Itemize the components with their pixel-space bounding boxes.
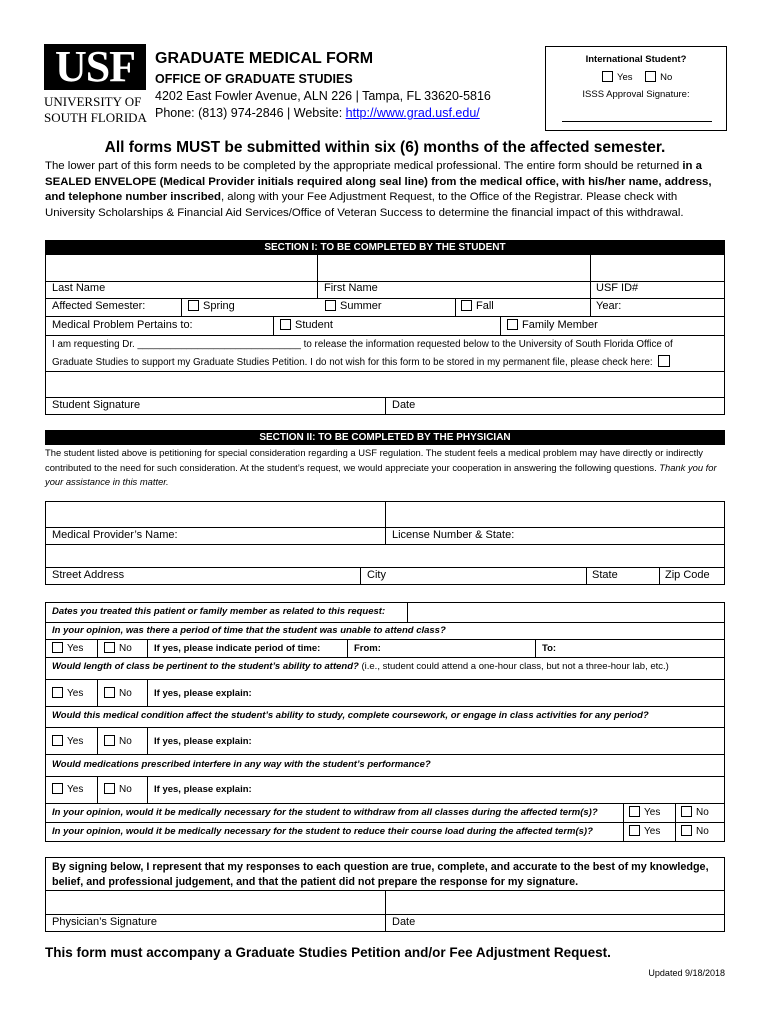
student-signature-field[interactable]: Student Signature [52, 399, 141, 411]
intl-no-checkbox[interactable] [645, 71, 656, 82]
q5-label: In your opinion, would it be medically necessary for the student to withdraw from all classes during the affected term(s)? [52, 807, 598, 818]
student-option[interactable] [280, 319, 333, 331]
intl-yes-checkbox[interactable] [602, 71, 613, 82]
do-not-store-checkbox[interactable] [658, 355, 670, 367]
q3-yes-option[interactable] [52, 735, 83, 747]
family-member-label: Family Member [522, 319, 598, 331]
intl-title: International Student? [585, 54, 687, 65]
affected-semester-label: Affected Semester: [52, 300, 146, 312]
family-member-option[interactable] [507, 319, 598, 331]
q1-to-field[interactable]: To: [542, 643, 557, 654]
q5-yes-checkbox[interactable] [629, 806, 640, 817]
q3-explain-field[interactable]: If yes, please explain: [154, 736, 252, 747]
street-address-field[interactable]: Street Address [52, 569, 125, 581]
q6-no-checkbox[interactable] [681, 825, 692, 836]
q1-no-label: No [119, 643, 132, 654]
q5-yes-option[interactable] [629, 806, 660, 818]
attestation-text: By signing below, I represent that my responses to each question are true, complete, and accurate to the best of my knowledge, belief, and professional judgement, and that the patient did not prepare the response for my signature. [52, 861, 709, 888]
q1-no-option[interactable] [104, 642, 132, 654]
q6-no-option[interactable] [681, 825, 709, 837]
usf-id-field[interactable]: USF ID# [596, 282, 639, 294]
form-title: GRADUATE MEDICAL FORM [155, 50, 374, 67]
license-field[interactable]: License Number & State: [392, 529, 515, 541]
q6-yes-label: Yes [644, 826, 661, 837]
section2-intro-text: The student listed above is petitioning for special consideration regarding a USF regulation. The student feels a medical problem may have directly or indirectly contributed to the need for such consideration. At the student’s request, we would appreciate your cooperation in answering the following questions. [45, 447, 703, 473]
q5-no-label: No [696, 807, 709, 818]
q2-no-checkbox[interactable] [104, 687, 115, 698]
q3-yes-label: Yes [67, 736, 84, 747]
q5-yes-label: Yes [644, 807, 661, 818]
fall-label: Fall [476, 300, 494, 312]
physician-date-field[interactable]: Date [392, 916, 416, 928]
q4-yes-label: Yes [67, 784, 84, 795]
q1-no-checkbox[interactable] [104, 642, 115, 653]
q4-no-label: No [119, 784, 132, 795]
isss-signature-line[interactable] [562, 121, 712, 122]
q5-no-checkbox[interactable] [681, 806, 692, 817]
intl-options [602, 71, 672, 83]
q3-no-label: No [119, 736, 132, 747]
request-line-2 [52, 355, 674, 368]
q4-yes-option[interactable] [52, 783, 83, 795]
website-link[interactable]: http://www.grad.usf.edu/ [345, 106, 480, 120]
student-checkbox[interactable] [280, 319, 291, 330]
office-name: OFFICE OF GRADUATE STUDIES [155, 72, 353, 86]
q2-explain-field[interactable]: If yes, please explain: [154, 688, 252, 699]
usf-logo-mark: USF [44, 44, 146, 90]
notice-title: All forms MUST be submitted within six (6) months of the affected semester. [104, 139, 666, 156]
provider-name-field[interactable]: Medical Provider’s Name: [52, 529, 178, 541]
intl-yes-label: Yes [617, 72, 633, 83]
office-contact [155, 106, 480, 120]
state-field[interactable]: State [592, 569, 618, 581]
usf-logo-line2: SOUTH FLORIDA [44, 110, 147, 125]
section2-header: SECTION II: TO BE COMPLETED BY THE PHYSICIAN [45, 430, 725, 445]
summer-checkbox[interactable] [325, 300, 336, 311]
intro-paragraph [45, 159, 727, 221]
q1-label: In your opinion, was there a period of time that the student was unable to attend class? [52, 625, 446, 636]
spring-option[interactable] [188, 300, 235, 312]
last-name-field[interactable]: Last Name [52, 282, 106, 294]
q3-no-option[interactable] [104, 735, 132, 747]
city-field[interactable]: City [367, 569, 386, 581]
q1-yes-checkbox[interactable] [52, 642, 63, 653]
q2-yes-option[interactable] [52, 687, 83, 699]
q4-explain-field[interactable]: If yes, please explain: [154, 784, 252, 795]
q6-label: In your opinion, would it be medically necessary for the student to reduce their course load during the affected term(s)? [52, 826, 593, 837]
q2-question: Would length of class be pertinent to the student’s ability to attend? [52, 661, 359, 672]
spring-label: Spring [203, 300, 235, 312]
q2-yes-checkbox[interactable] [52, 687, 63, 698]
office-address: 4202 East Fowler Avenue, ALN 226 | Tampa, FL 33620-5816 [155, 89, 491, 103]
q2-no-option[interactable] [104, 687, 132, 699]
family-member-checkbox[interactable] [507, 319, 518, 330]
updated-date: Updated 9/18/2018 [648, 968, 725, 978]
physician-signature-field[interactable]: Physician’s Signature [52, 916, 157, 928]
summer-label: Summer [340, 300, 382, 312]
q6-yes-checkbox[interactable] [629, 825, 640, 836]
q2-note: (i.e., student could attend a one-hour class, but not a three-hour lab, etc.) [358, 661, 669, 672]
usf-logo-line1: UNIVERSITY OF [44, 94, 142, 109]
first-name-field[interactable]: First Name [324, 282, 378, 294]
intro-text-1: The lower part of this form needs to be completed by the appropriate medical professional. The entire form should be returned [45, 160, 683, 172]
q4-yes-checkbox[interactable] [52, 783, 63, 794]
q-dates-label: Dates you treated this patient or family member as related to this request: [52, 606, 386, 617]
q1-from-field[interactable]: From: [354, 643, 381, 654]
international-student-box [545, 46, 727, 131]
q6-no-label: No [696, 826, 709, 837]
q2-yes-label: Yes [67, 688, 84, 699]
provider-table [45, 501, 725, 585]
summer-option[interactable] [325, 300, 382, 312]
section2-intro [45, 446, 727, 490]
intro-text-2: , along with your Fee Adjustment Request, to the Office of the Registrar. Please check with University Scholarships & Financial Aid Services/Office of Veteran Success to determine the financial impact of this withdrawal. [45, 191, 684, 219]
attestation-table [45, 857, 725, 932]
zip-code-field[interactable]: Zip Code [665, 569, 710, 581]
q3-label: Would this medical condition affect the student’s ability to study, complete coursework, or engage in class activities for any period? [52, 710, 649, 721]
fall-checkbox[interactable] [461, 300, 472, 311]
intl-no-label: No [660, 72, 673, 83]
q1-yes-option[interactable] [52, 642, 83, 654]
q3-no-checkbox[interactable] [104, 735, 115, 746]
section2-intro-italic: Thank you for your assistance in this matter. [45, 461, 717, 487]
q3-yes-checkbox[interactable] [52, 735, 63, 746]
q6-yes-option[interactable] [629, 825, 660, 837]
q1-period-label: If yes, please indicate period of time: [154, 643, 321, 654]
medical-problem-label: Medical Problem Pertains to: [52, 319, 193, 331]
student-date-field[interactable]: Date [392, 399, 416, 411]
request-line-1: I am requesting Dr. ______________________________ to release the information requested below to the University of South Florida Office of [52, 339, 673, 350]
section1-table [45, 255, 725, 415]
q4-label: Would medications prescribed interfere in any way with the student’s performance? [52, 759, 431, 770]
intro-text-bold: in a SEALED ENVELOPE (Medical Provider initials required along seal line) from the medical office, with his/her name, address, and telephone number inscribed [45, 160, 712, 203]
questions-table [45, 602, 725, 842]
spring-checkbox[interactable] [188, 300, 199, 311]
q4-no-checkbox[interactable] [104, 783, 115, 794]
q1-yes-label: Yes [67, 643, 84, 654]
section1-header: SECTION I: TO BE COMPLETED BY THE STUDENT [45, 240, 725, 255]
footer-note: This form must accompany a Graduate Studies Petition and/or Fee Adjustment Request. [45, 945, 611, 960]
office-phone: Phone: (813) 974-2846 | Website: [155, 106, 346, 120]
q4-no-option[interactable] [104, 783, 132, 795]
q5-no-option[interactable] [681, 806, 709, 818]
q2-label [52, 661, 669, 672]
fall-option[interactable] [461, 300, 494, 312]
isss-label: ISSS Approval Signature: [582, 89, 690, 100]
year-field[interactable]: Year: [596, 300, 622, 312]
student-label: Student [295, 319, 333, 331]
q2-no-label: No [119, 688, 132, 699]
usf-logo [44, 44, 146, 124]
request-line-2-text: Graduate Studies to support my Graduate Studies Petition. I do not wish for this form to be stored in my permanent file, please check here: [52, 357, 653, 368]
